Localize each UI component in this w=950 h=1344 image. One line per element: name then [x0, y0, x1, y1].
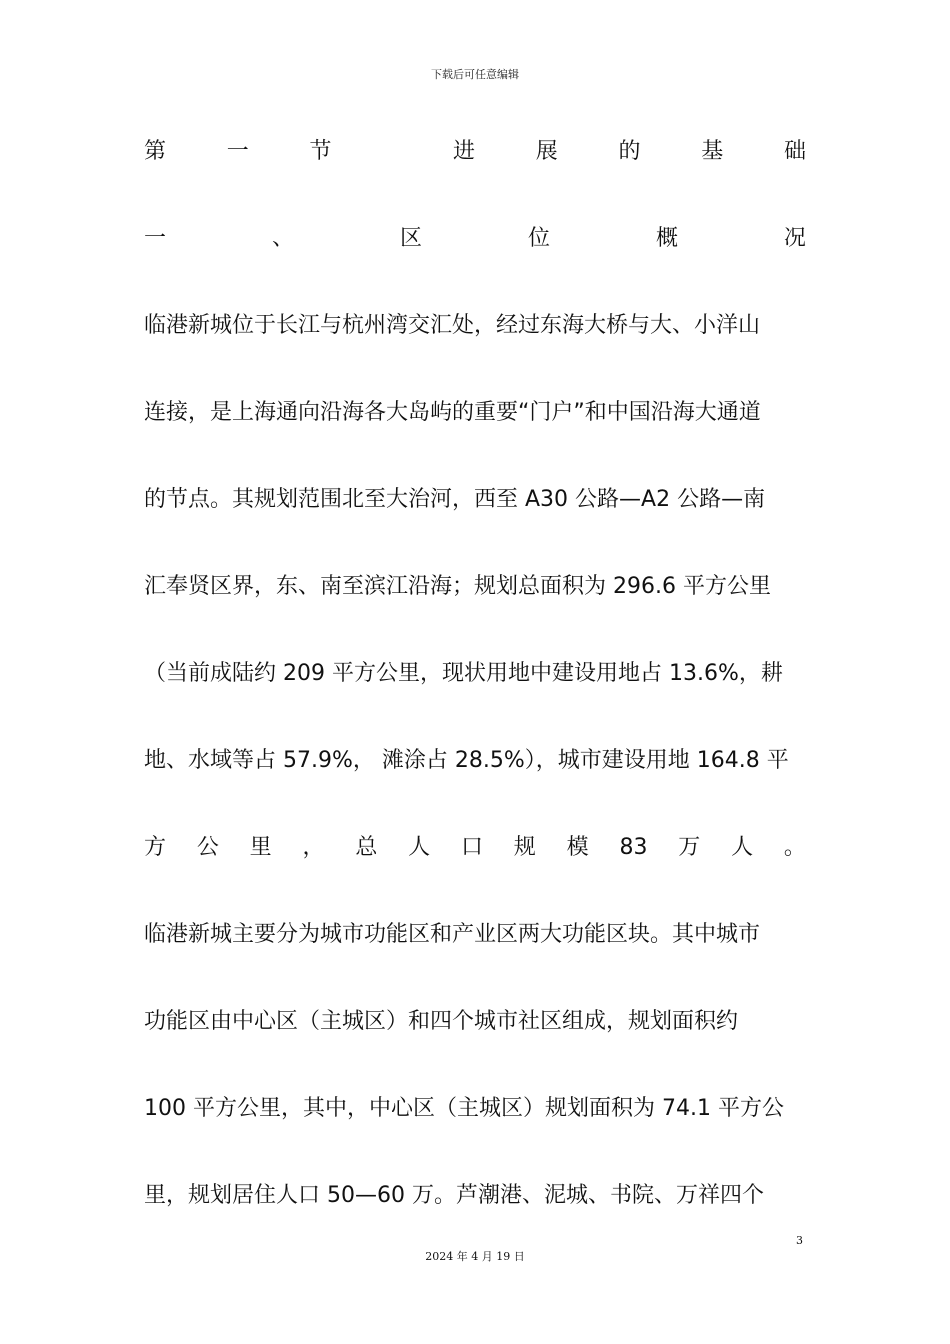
- subsection-title-char: 区: [399, 226, 422, 251]
- body-line: 地、水域等占 57.9%， 滩涂占 28.5%），城市建设用地 164.8 平: [144, 748, 789, 773]
- subsection-title: [144, 215, 806, 302]
- section-title-char: 展: [535, 139, 558, 164]
- body-line: 功能区由中心区（主城区）和四个城市社区组成，规划面积约: [144, 1009, 739, 1034]
- body-line: 100 平方公里，其中，中心区（主城区）规划面积为 74.1 平方公: [144, 1096, 784, 1121]
- section-title-char: 础: [783, 139, 806, 164]
- page-footer-date: 2024 年 4 月 19 日: [425, 1250, 525, 1263]
- body-line: 里，规划居住人口 50—60 万。芦潮港、泥城、书院、万祥四个: [144, 1183, 764, 1208]
- justified-token: 模: [566, 835, 589, 860]
- justified-token: 总: [355, 835, 378, 860]
- body-line: 临港新城位于长江与杭州湾交汇处，经过东海大桥与大、小洋山: [144, 313, 761, 338]
- body-line: 汇奉贤区界，东、南至滨江沿海；规划总面积为 296.6 平方公里: [144, 574, 771, 599]
- justified-token: 里: [249, 835, 272, 860]
- justified-token: 规: [513, 835, 536, 860]
- justified-token: 公: [196, 835, 219, 860]
- justified-token: 。: [783, 835, 806, 860]
- body-line-justified: [144, 824, 806, 911]
- justified-token: 万: [678, 835, 701, 860]
- section-title-char: 节: [309, 139, 332, 164]
- body-line: （当前成陆约 209 平方公里，现状用地中建设用地占 13.6%，耕: [144, 661, 783, 686]
- section-title-char: 进: [452, 139, 475, 164]
- body-line: 连接，是上海通向沿海各大岛屿的重要“门户”和中国沿海大通道: [144, 400, 761, 425]
- document-body: [144, 128, 806, 1259]
- justified-token: 人: [731, 835, 754, 860]
- section-title-char: 一: [226, 139, 249, 164]
- justified-token: ，: [302, 835, 325, 860]
- page-header: 下载后可任意编辑: [431, 68, 519, 81]
- justified-token: 人: [408, 835, 431, 860]
- subsection-title-char: 、: [271, 226, 294, 251]
- section-title-char: 基: [701, 139, 724, 164]
- justified-token: 方: [144, 835, 167, 860]
- subsection-title-char: 况: [783, 226, 806, 251]
- section-title: [144, 128, 806, 215]
- subsection-title-char: 概: [655, 226, 678, 251]
- body-line: 的节点。其规划范围北至大治河，西至 A30 公路—A2 公路—南: [144, 487, 766, 512]
- body-line: 临港新城主要分为城市功能区和产业区两大功能区块。其中城市: [144, 922, 761, 947]
- subsection-title-char: 位: [527, 226, 550, 251]
- page-number: 3: [796, 1234, 803, 1247]
- subsection-title-char: 一: [144, 226, 167, 251]
- section-title-char: 的: [618, 139, 641, 164]
- justified-token: 83: [619, 835, 648, 860]
- section-title-char: 第: [144, 139, 167, 164]
- justified-token: 口: [460, 835, 483, 860]
